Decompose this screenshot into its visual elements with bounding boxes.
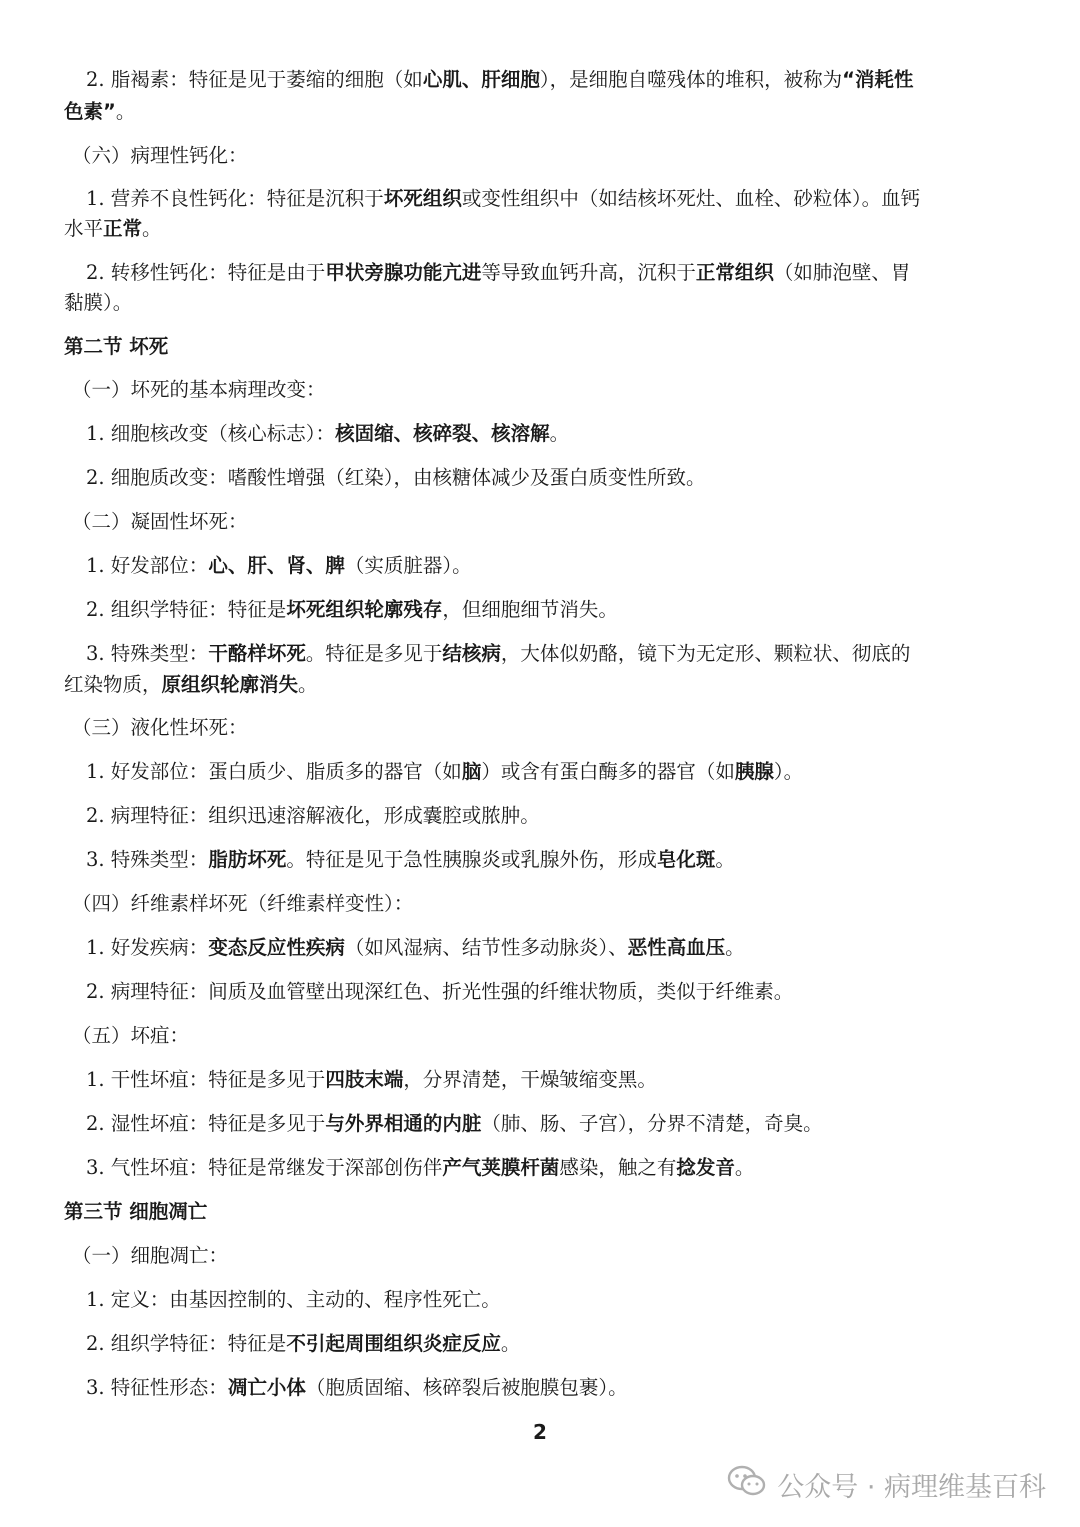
section-heading: 第二节 坏死 bbox=[64, 335, 169, 358]
text-line: 2. 组织学特征：特征是坏死组织轮廓残存，但细胞细节消失。 bbox=[86, 598, 618, 621]
text-line: 3. 特征性形态：凋亡小体（胞质固缩、核碎裂后被胞膜包裹）。 bbox=[86, 1376, 628, 1399]
page-number: 2 bbox=[533, 1420, 547, 1444]
text-line: 1. 营养不良性钙化：特征是沉积于坏死组织或变性组织中（如结核坏死灶、血栓、砂粒体）。血钙 bbox=[86, 187, 921, 210]
subsection-heading: （四）纤维素样坏死（纤维素样变性）： bbox=[72, 892, 414, 915]
text-line: 2. 病理特征：间质及血管壁出现深红色、折光性强的纤维状物质，类似于纤维素。 bbox=[86, 980, 794, 1003]
text-line: 1. 定义：由基因控制的、主动的、程序性死亡。 bbox=[86, 1288, 501, 1311]
text-line: 2. 转移性钙化：特征是由于甲状旁腺功能亢进等导致血钙升高，沉积于正常组织（如肺泡壁、胃 bbox=[86, 261, 911, 284]
text-line: 2. 组织学特征：特征是不引起周围组织炎症反应。 bbox=[86, 1332, 521, 1355]
text-line: 2. 细胞质改变：嗜酸性增强（红染），由核糖体减少及蛋白质变性所致。 bbox=[86, 466, 706, 489]
text-line: 1. 好发部位：心、肝、肾、脾（实质脏器）。 bbox=[86, 554, 472, 577]
text-line: 2. 脂褐素：特征是见于萎缩的细胞（如心肌、肝细胞），是细胞自噬残体的堆积，被称为“消耗性 bbox=[86, 68, 914, 91]
text-line: 黏膜）。 bbox=[64, 291, 133, 314]
watermark bbox=[727, 1462, 1046, 1506]
text-line: 色素”。 bbox=[64, 100, 136, 123]
text-line: 3. 特殊类型：脂肪坏死。特征是见于急性胰腺炎或乳腺外伤，形成皂化斑。 bbox=[86, 848, 735, 871]
text-line: 2. 湿性坏疽：特征是多见于与外界相通的内脏（肺、肠、子宫），分界不清楚，奇臭。 bbox=[86, 1112, 823, 1135]
section-heading: 第三节 细胞凋亡 bbox=[64, 1200, 208, 1223]
subsection-heading: （一）细胞凋亡： bbox=[72, 1244, 229, 1267]
subsection-heading: （六）病理性钙化： bbox=[72, 144, 248, 167]
text-line: 3. 特殊类型：干酪样坏死。特征是多见于结核病，大体似奶酪，镜下为无定形、颗粒状、彻底的 bbox=[86, 642, 911, 665]
subsection-heading: （三）液化性坏死： bbox=[72, 716, 248, 739]
subsection-heading: （一）坏死的基本病理改变： bbox=[72, 378, 326, 401]
text-line: 2. 病理特征：组织迅速溶解液化，形成囊腔或脓肿。 bbox=[86, 804, 540, 827]
text-line: 水平正常。 bbox=[64, 217, 162, 240]
text-line: 1. 好发部位：蛋白质少、脂质多的器官（如脑）或含有蛋白酶多的器官（如胰腺）。 bbox=[86, 760, 804, 783]
text-line: 1. 干性坏疽：特征是多见于四肢末端，分界清楚，干燥皱缩变黑。 bbox=[86, 1068, 657, 1091]
subsection-heading: （五）坏疽： bbox=[72, 1024, 190, 1047]
text-line: 红染物质，原组织轮廓消失。 bbox=[64, 673, 318, 696]
text-line: 1. 好发疾病：变态反应性疾病（如风湿病、结节性多动脉炎）、恶性高血压。 bbox=[86, 936, 745, 959]
subsection-heading: （二）凝固性坏死： bbox=[72, 510, 248, 533]
watermark-text: 公众号 · 病理维基百科 bbox=[777, 1471, 1046, 1503]
wechat-icon bbox=[727, 1464, 777, 1505]
text-line: 3. 气性坏疽：特征是常继发于深部创伤伴产气荚膜杆菌感染，触之有捻发音。 bbox=[86, 1156, 755, 1179]
text-line: 1. 细胞核改变（核心标志）：核固缩、核碎裂、核溶解。 bbox=[86, 422, 570, 445]
